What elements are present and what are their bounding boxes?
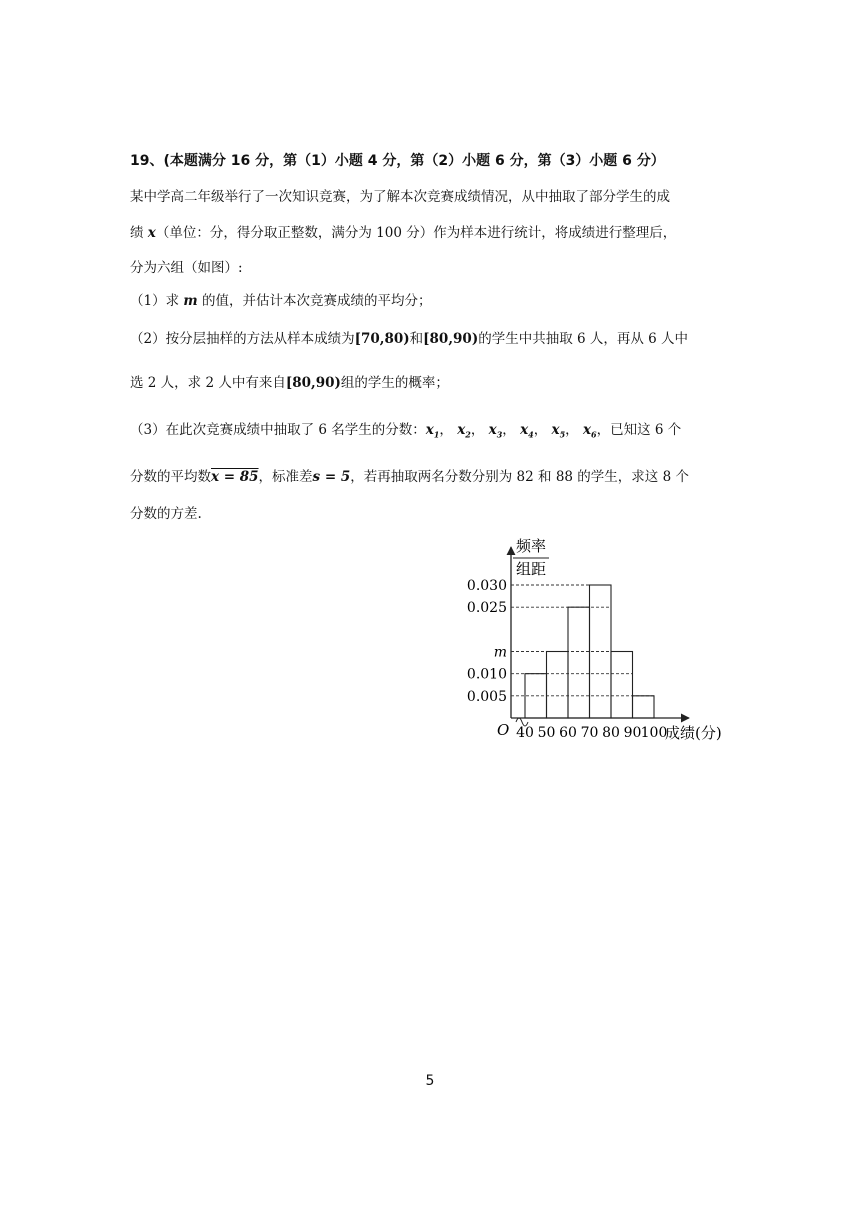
sample-variable: $x_5$ — [551, 422, 566, 440]
sub3-text-b: ，已知这 6 个 — [596, 422, 682, 438]
sample-variable-index: 5 — [559, 429, 566, 440]
sample-variable-index: 1 — [433, 429, 440, 440]
comma-separator: ， — [502, 422, 521, 438]
y-tick-label: 0.030 — [466, 578, 507, 594]
subquestion-1 — [130, 289, 431, 309]
comma-separator: ， — [533, 422, 552, 438]
histogram-bar — [633, 696, 655, 718]
subquestion-2-line-2 — [130, 371, 449, 391]
intro-line-1: 某中学高二年级举行了一次知识竞赛，为了解本次竞赛成绩情况，从中抽取了部分学生的成 — [130, 189, 670, 205]
sample-variable-index: 4 — [528, 429, 534, 440]
intro-line-3: 分为六组（如图）: — [130, 260, 243, 276]
sample-variable: $x_3$ — [488, 422, 503, 440]
sub3-text-a: （3）在此次竞赛成绩中抽取了 6 名学生的分数： — [130, 422, 426, 438]
histogram-bar — [547, 652, 569, 719]
sample-variable: $x_2$ — [457, 422, 471, 440]
variable-m: m — [183, 293, 198, 309]
y-tick-label: 0.010 — [466, 666, 507, 683]
sub2-text-b: 和 — [409, 331, 424, 347]
sub2-text-a: （2）按分层抽样的方法从样本成绩为 — [130, 331, 355, 347]
subquestion-3-line-1 — [130, 418, 681, 440]
sd-expression: s = 5 — [312, 469, 351, 485]
frequency-histogram — [455, 535, 745, 745]
subquestion-3-line-2 — [130, 465, 689, 485]
sub3-text-d: ，标准差 — [258, 469, 313, 485]
x-tick-label: 90 — [623, 725, 642, 741]
sub2-text-c: 的学生中共抽取 6 人，再从 6 人中 — [478, 331, 689, 347]
y-tick-label: m — [493, 644, 507, 661]
y-axis-label-numerator: 频率 — [515, 537, 547, 555]
comma-separator: ， — [439, 422, 458, 438]
intro-text-a: 绩 — [130, 225, 148, 241]
x-axis-label: 成绩(分) — [665, 724, 722, 742]
sub3-text-c: 分数的平均数 — [130, 469, 211, 485]
sub1-text-a: （1）求 — [130, 293, 184, 309]
intro-line-2 — [130, 221, 676, 241]
mean-expression: x = 85 — [211, 469, 259, 485]
sample-variable: $x_4$ — [520, 422, 534, 440]
sample-variable: $x_6$ — [582, 422, 597, 440]
sample-variable-index: 3 — [496, 429, 503, 440]
x-tick-label: 50 — [537, 725, 556, 741]
interval-80-90-b: [80,90) — [285, 375, 341, 391]
y-axis-label-denominator: 组距 — [515, 560, 547, 578]
comma-separator: ， — [565, 422, 583, 438]
y-tick-label: 0.005 — [466, 688, 507, 705]
sample-variable-index: 6 — [591, 429, 597, 440]
page-number: 5 — [425, 1073, 435, 1089]
x-tick-label: 100 — [640, 725, 668, 741]
comma-separator: ， — [470, 422, 489, 438]
sample-variable: $x_1$ — [425, 422, 440, 440]
histogram-bar — [611, 652, 633, 719]
x-tick-label: 80 — [602, 725, 620, 741]
sample-variables — [426, 422, 597, 438]
sub1-text-b: 的值，并估计本次竞赛成绩的平均分； — [197, 293, 432, 309]
intro-text-b: （单位：分，得分取正整数，满分为 100 分）作为样本进行统计，将成绩进行整理后， — [155, 225, 677, 241]
sub2-text-d: 选 2 人，求 2 人中有来自 — [130, 375, 286, 391]
sample-variable-index: 2 — [465, 429, 471, 440]
interval-70-80: [70,80) — [354, 331, 410, 347]
origin-label: O — [497, 721, 510, 739]
x-tick-label: 60 — [559, 725, 577, 741]
subquestion-2-line-1 — [130, 327, 688, 347]
histogram-bar — [568, 607, 590, 718]
sub2-text-e: 组的学生的概率； — [340, 375, 449, 391]
interval-80-90: [80,90) — [423, 331, 479, 347]
x-tick-label: 40 — [516, 725, 534, 741]
x-tick-label: 70 — [580, 725, 599, 741]
subquestion-3-line-3: 分数的方差. — [130, 506, 202, 522]
sub3-text-e: ，若再抽取两名分数分别为 82 和 88 的学生，求这 8 个 — [350, 469, 689, 485]
question-heading: 19、(本题满分 16 分，第（1）小题 4 分，第（2）小题 6 分，第（3）小题 6 分） — [130, 153, 665, 169]
variable-x: x — [147, 225, 156, 241]
y-tick-label: 0.025 — [466, 600, 507, 617]
